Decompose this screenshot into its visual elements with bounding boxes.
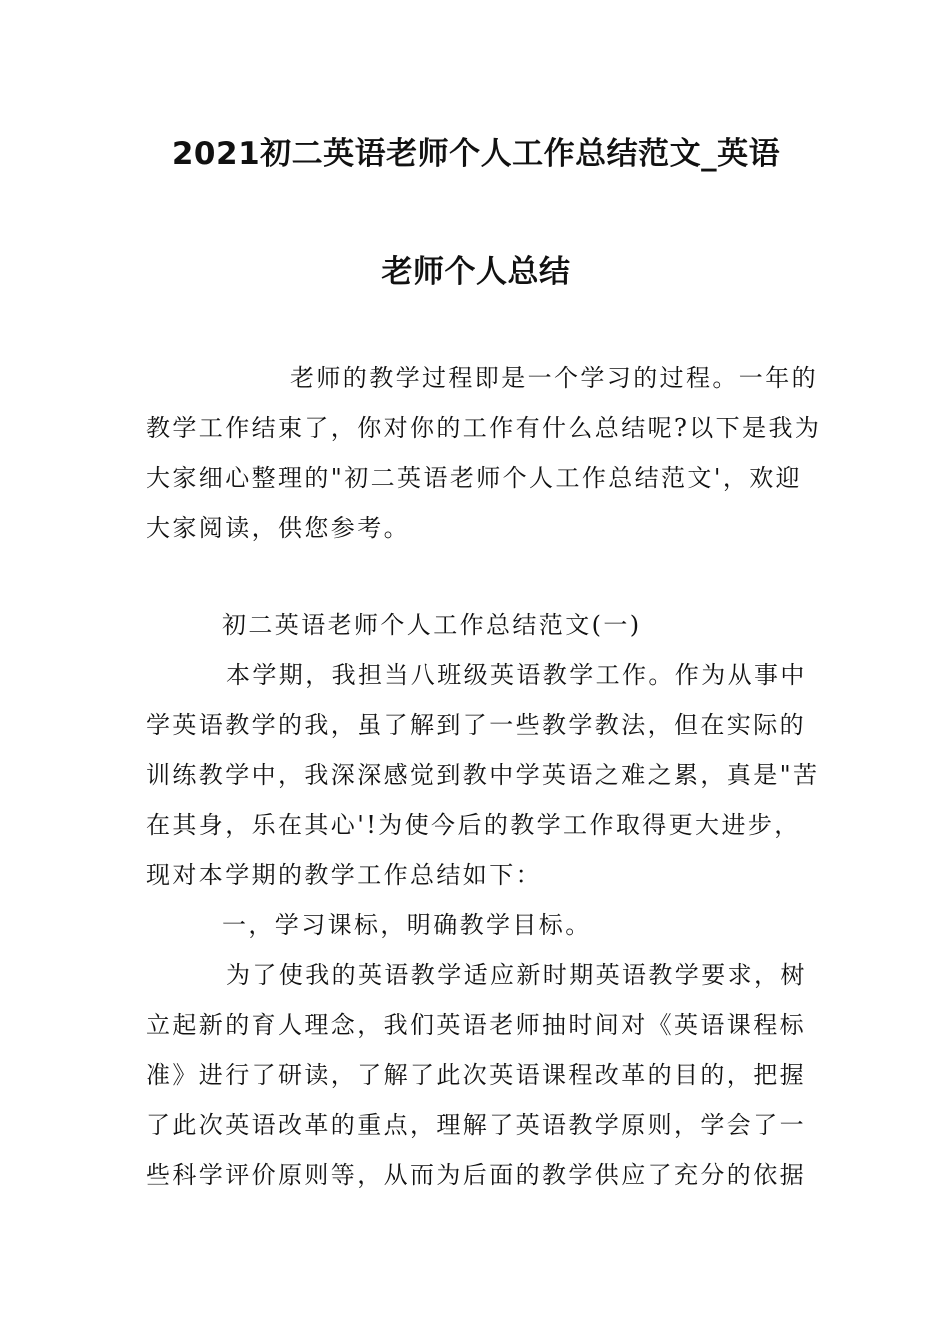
intro-line: 大家阅读，供您参考。 — [146, 514, 410, 542]
paragraph-line: 立起新的育人理念，我们英语老师抽时间对《英语课程标 — [146, 1011, 806, 1039]
paragraph-line: 学英语教学的我，虽了解到了一些教学教法，但在实际的 — [146, 711, 806, 739]
paragraph-line: 些科学评价原则等，从而为后面的教学供应了充分的依据 — [146, 1161, 806, 1189]
intro-line: 教学工作结束了，你对你的工作有什么总结呢?以下是我为 — [146, 414, 822, 442]
paragraph-line: 训练教学中，我深深感觉到教中学英语之难之累，真是"苦 — [146, 761, 820, 789]
paragraph-line: 现对本学期的教学工作总结如下： — [146, 861, 542, 889]
intro-line: 大家细心整理的"初二英语老师个人工作总结范文'，欢迎 — [146, 464, 803, 492]
paragraph-line: 了此次英语改革的重点，理解了英语教学原则，学会了一 — [146, 1111, 806, 1139]
point-heading: 一，学习课标，明确教学目标。 — [222, 911, 592, 939]
document-title-line-2: 老师个人总结 — [381, 254, 571, 290]
paragraph-line: 本学期，我担当八班级英语教学工作。作为从事中 — [226, 661, 807, 689]
paragraph-line: 在其身，乐在其心'!为使今后的教学工作取得更大进步， — [146, 811, 801, 839]
intro-line: 老师的教学过程即是一个学习的过程。一年的 — [290, 364, 818, 392]
section-heading: 初二英语老师个人工作总结范文(一) — [222, 611, 642, 639]
document-title-line-1: 2021初二英语老师个人工作总结范文_英语 — [171, 136, 781, 172]
paragraph-line: 准》进行了研读，了解了此次英语课程改革的目的，把握 — [146, 1061, 806, 1089]
paragraph-line: 为了使我的英语教学适应新时期英语教学要求，树 — [226, 961, 807, 989]
